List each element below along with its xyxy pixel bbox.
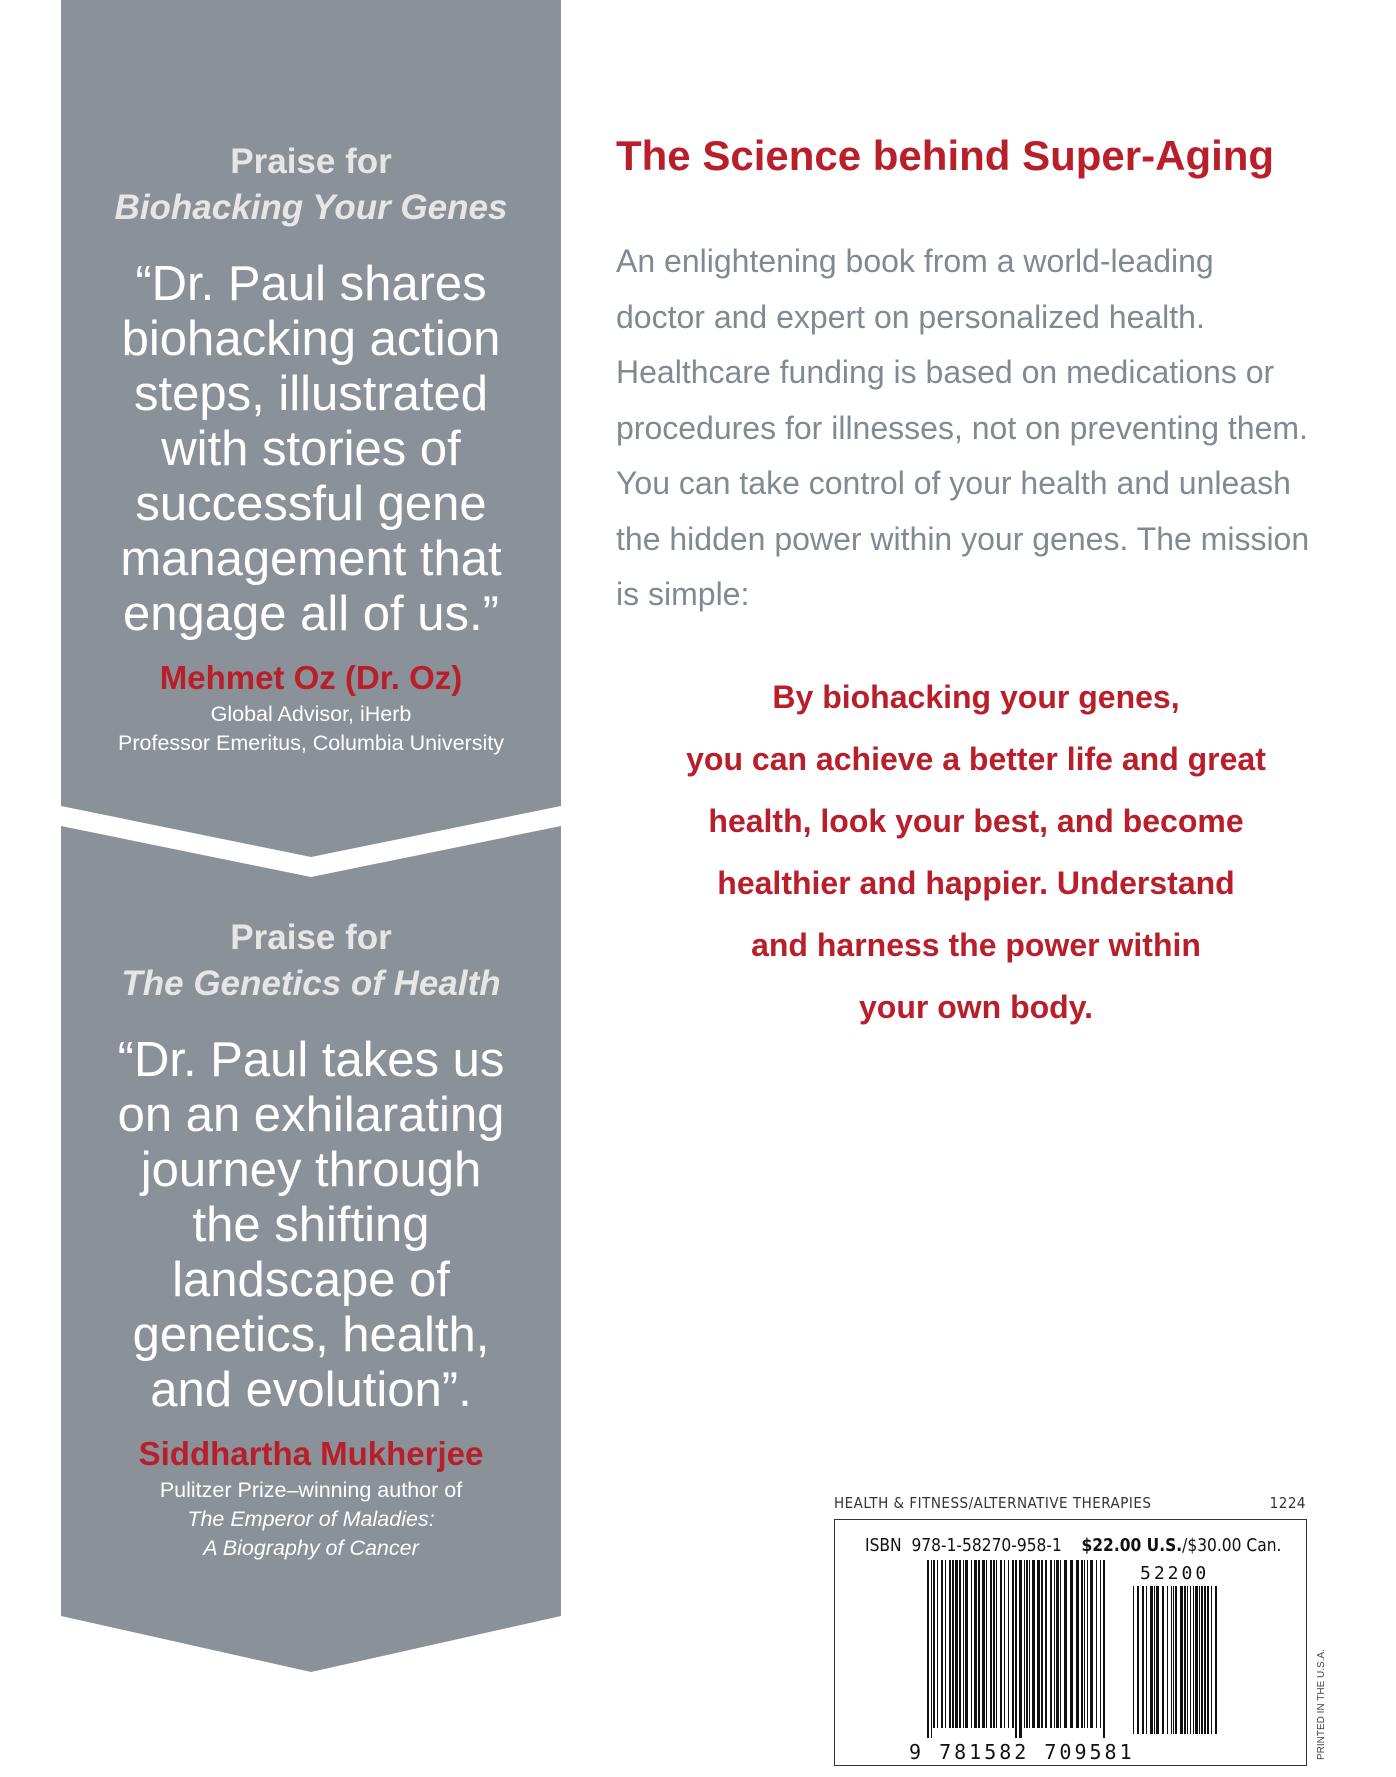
barcode-bar <box>971 1560 972 1728</box>
praise-prefix: Praise for <box>230 918 392 957</box>
role-line: A Biography of Cancer <box>203 1536 419 1560</box>
barcode-bar <box>1084 1560 1085 1728</box>
barcode-bar <box>1190 1586 1191 1734</box>
barcode-bar <box>1193 1586 1194 1734</box>
barcode-bar <box>1156 1586 1159 1734</box>
mission-line: healthier and happier. Understand <box>717 865 1235 901</box>
praise-prefix: Praise for <box>230 142 392 181</box>
barcode-bar <box>1090 1560 1093 1728</box>
barcode-bar <box>1019 1560 1022 1738</box>
praise-block-1 <box>61 139 561 758</box>
description-line: An enlightening book from a world-leading <box>616 243 1214 279</box>
barcode-bar <box>1173 1586 1174 1734</box>
praise-heading-1 <box>61 139 561 231</box>
barcode-bar <box>1012 1560 1014 1728</box>
barcode-box <box>834 1519 1307 1766</box>
quote-line: management that <box>120 532 502 586</box>
isbn-label: ISBN <box>865 1535 902 1556</box>
barcode-bar <box>927 1560 929 1738</box>
barcode-bar <box>1150 1586 1153 1734</box>
ean-digits: 781582 709581 <box>939 1740 1135 1764</box>
barcode-bar <box>1056 1560 1059 1728</box>
praise-heading-2 <box>61 915 561 1007</box>
barcode-bar <box>959 1560 961 1728</box>
category-code: 1224 <box>1269 1494 1306 1512</box>
praise-book-title: Biohacking Your Genes <box>114 188 508 227</box>
barcode-bar <box>1103 1560 1105 1738</box>
printed-in-usa: PRINTED IN THE U.S.A. <box>1316 1649 1327 1760</box>
barcode-bar <box>1008 1560 1009 1728</box>
category-label: HEALTH & FITNESS/ALTERNATIVE THERAPIES <box>834 1494 1152 1512</box>
barcode-bar <box>955 1560 958 1728</box>
barcode-bar <box>1175 1586 1177 1734</box>
quote-1 <box>61 257 561 642</box>
barcode-bar <box>978 1560 980 1728</box>
quote-line: on an exhilarating <box>117 1088 505 1142</box>
price-us: $22.00 U.S. <box>1081 1535 1183 1556</box>
barcode-bar <box>1211 1586 1212 1734</box>
barcode-bar <box>1026 1560 1028 1728</box>
quote-2 <box>61 1033 561 1418</box>
mission-line: and harness the power within <box>751 927 1201 963</box>
quote-line: journey through <box>140 1143 482 1197</box>
barcode-bar <box>1000 1560 1002 1728</box>
role-line: Professor Emeritus, Columbia University <box>118 731 504 755</box>
barcode-bar <box>945 1560 946 1728</box>
quote-line: “Dr. Paul takes us <box>117 1033 505 1087</box>
barcode-bar <box>952 1560 954 1728</box>
barcode-bar <box>963 1560 964 1728</box>
quote-line: the shifting <box>192 1198 430 1252</box>
mission-line: By biohacking your genes, <box>772 679 1180 715</box>
barcode-bar <box>931 1560 932 1738</box>
description-line: doctor and expert on personalized health. <box>616 298 1205 335</box>
author-role-1 <box>61 700 561 758</box>
barcode-bar <box>1081 1560 1083 1728</box>
barcode-bar <box>941 1560 943 1728</box>
description-line: Healthcare funding is based on medications or <box>616 354 1275 390</box>
barcode-bar <box>1029 1560 1030 1728</box>
barcode-bar <box>1215 1586 1217 1734</box>
quote-line: “Dr. Paul shares <box>135 257 487 311</box>
description-line: procedures for illnesses, not on preventing them. <box>616 409 1308 446</box>
praise-block-2 <box>61 915 561 1563</box>
isbn-number: 978-1-58270-958-1 <box>911 1535 1062 1556</box>
mission-line: your own body. <box>858 989 1094 1025</box>
barcode-bar <box>1167 1586 1168 1734</box>
barcode-bar <box>1064 1560 1067 1728</box>
barcode-bar <box>1024 1560 1025 1728</box>
ean-first-digit: 9 <box>909 1740 925 1764</box>
barcode-bar <box>1100 1560 1101 1728</box>
barcode-bar <box>1201 1586 1203 1734</box>
barcode-bar <box>1087 1560 1088 1728</box>
barcode-bar <box>937 1560 938 1728</box>
role-line: The Emperor of Maladies: <box>187 1507 435 1531</box>
quote-line: genetics, health, <box>132 1308 490 1362</box>
barcode-bar <box>1162 1586 1164 1734</box>
barcode-bar <box>1004 1560 1005 1728</box>
barcode-bar <box>1050 1560 1052 1728</box>
price-addon-code: 52200 <box>1140 1563 1210 1584</box>
barcode-bar <box>1195 1586 1198 1734</box>
barcode-bar <box>1137 1586 1139 1734</box>
barcode-bar <box>1184 1586 1186 1734</box>
barcode-bar <box>990 1560 992 1728</box>
description-line: You can take control of your health and unleash <box>616 465 1291 501</box>
barcode-bar <box>1041 1560 1043 1728</box>
barcode-bar <box>1054 1560 1055 1728</box>
quote-line: successful gene <box>135 477 487 531</box>
quote-author-2: Siddhartha Mukherjee <box>138 1435 484 1472</box>
bisac-category <box>834 1494 1306 1512</box>
barcode-bar <box>1045 1560 1047 1728</box>
barcode-bar <box>1199 1586 1200 1734</box>
barcode-bar <box>1180 1586 1183 1734</box>
book-description <box>616 234 1346 623</box>
barcode-bar <box>1096 1560 1097 1728</box>
quote-line: with stories of <box>161 422 461 476</box>
description-line: the hidden power within your genes. The mission <box>616 520 1310 557</box>
mission-statement <box>646 666 1306 1038</box>
ean-barcode <box>835 1520 1306 1765</box>
mission-line: you can achieve a better life and great <box>686 741 1266 777</box>
barcode-bar <box>1076 1560 1079 1728</box>
barcode-bar <box>982 1560 985 1728</box>
barcode-bar <box>1032 1560 1035 1728</box>
barcode-bar <box>993 1560 995 1728</box>
barcode-bar <box>1015 1560 1017 1738</box>
barcode-bar <box>1146 1586 1147 1734</box>
barcode-bar <box>949 1560 951 1728</box>
barcode-bar <box>1060 1560 1061 1728</box>
barcode-bar <box>1070 1560 1073 1728</box>
price-can: /$30.00 Can. <box>1182 1535 1282 1556</box>
role-line: Pulitzer Prize–winning author of <box>159 1478 463 1502</box>
barcode-bar <box>1142 1586 1144 1734</box>
role-line: Global Advisor, iHerb <box>210 702 412 726</box>
barcode-bar <box>974 1560 977 1728</box>
quote-line: landscape of <box>172 1253 450 1307</box>
barcode-bar <box>1204 1586 1206 1734</box>
barcode-bar <box>986 1560 987 1728</box>
mission-line: health, look your best, and become <box>708 803 1244 839</box>
barcode-bar <box>1133 1586 1134 1734</box>
praise-book-title: The Genetics of Health <box>121 964 501 1003</box>
quote-line: and evolution”. <box>150 1363 472 1417</box>
page-title: The Science behind Super-Aging <box>616 132 1275 179</box>
barcode-bar <box>1207 1586 1209 1734</box>
quote-line: steps, illustrated <box>133 367 489 421</box>
barcode-bar <box>996 1560 997 1728</box>
description-line: is simple: <box>616 576 750 612</box>
barcode-bar <box>965 1560 968 1728</box>
quote-author-1: Mehmet Oz (Dr. Oz) <box>159 659 463 696</box>
author-role-2 <box>61 1476 561 1563</box>
barcode-bar <box>1187 1586 1188 1734</box>
barcode-bar <box>1171 1586 1172 1734</box>
quote-line: biohacking action <box>121 312 501 366</box>
barcode-bar <box>1154 1586 1155 1734</box>
quote-line: engage all of us.” <box>123 587 499 641</box>
barcode-bar <box>1037 1560 1040 1728</box>
barcode-bar <box>933 1560 935 1728</box>
ean-number <box>909 1740 1135 1764</box>
